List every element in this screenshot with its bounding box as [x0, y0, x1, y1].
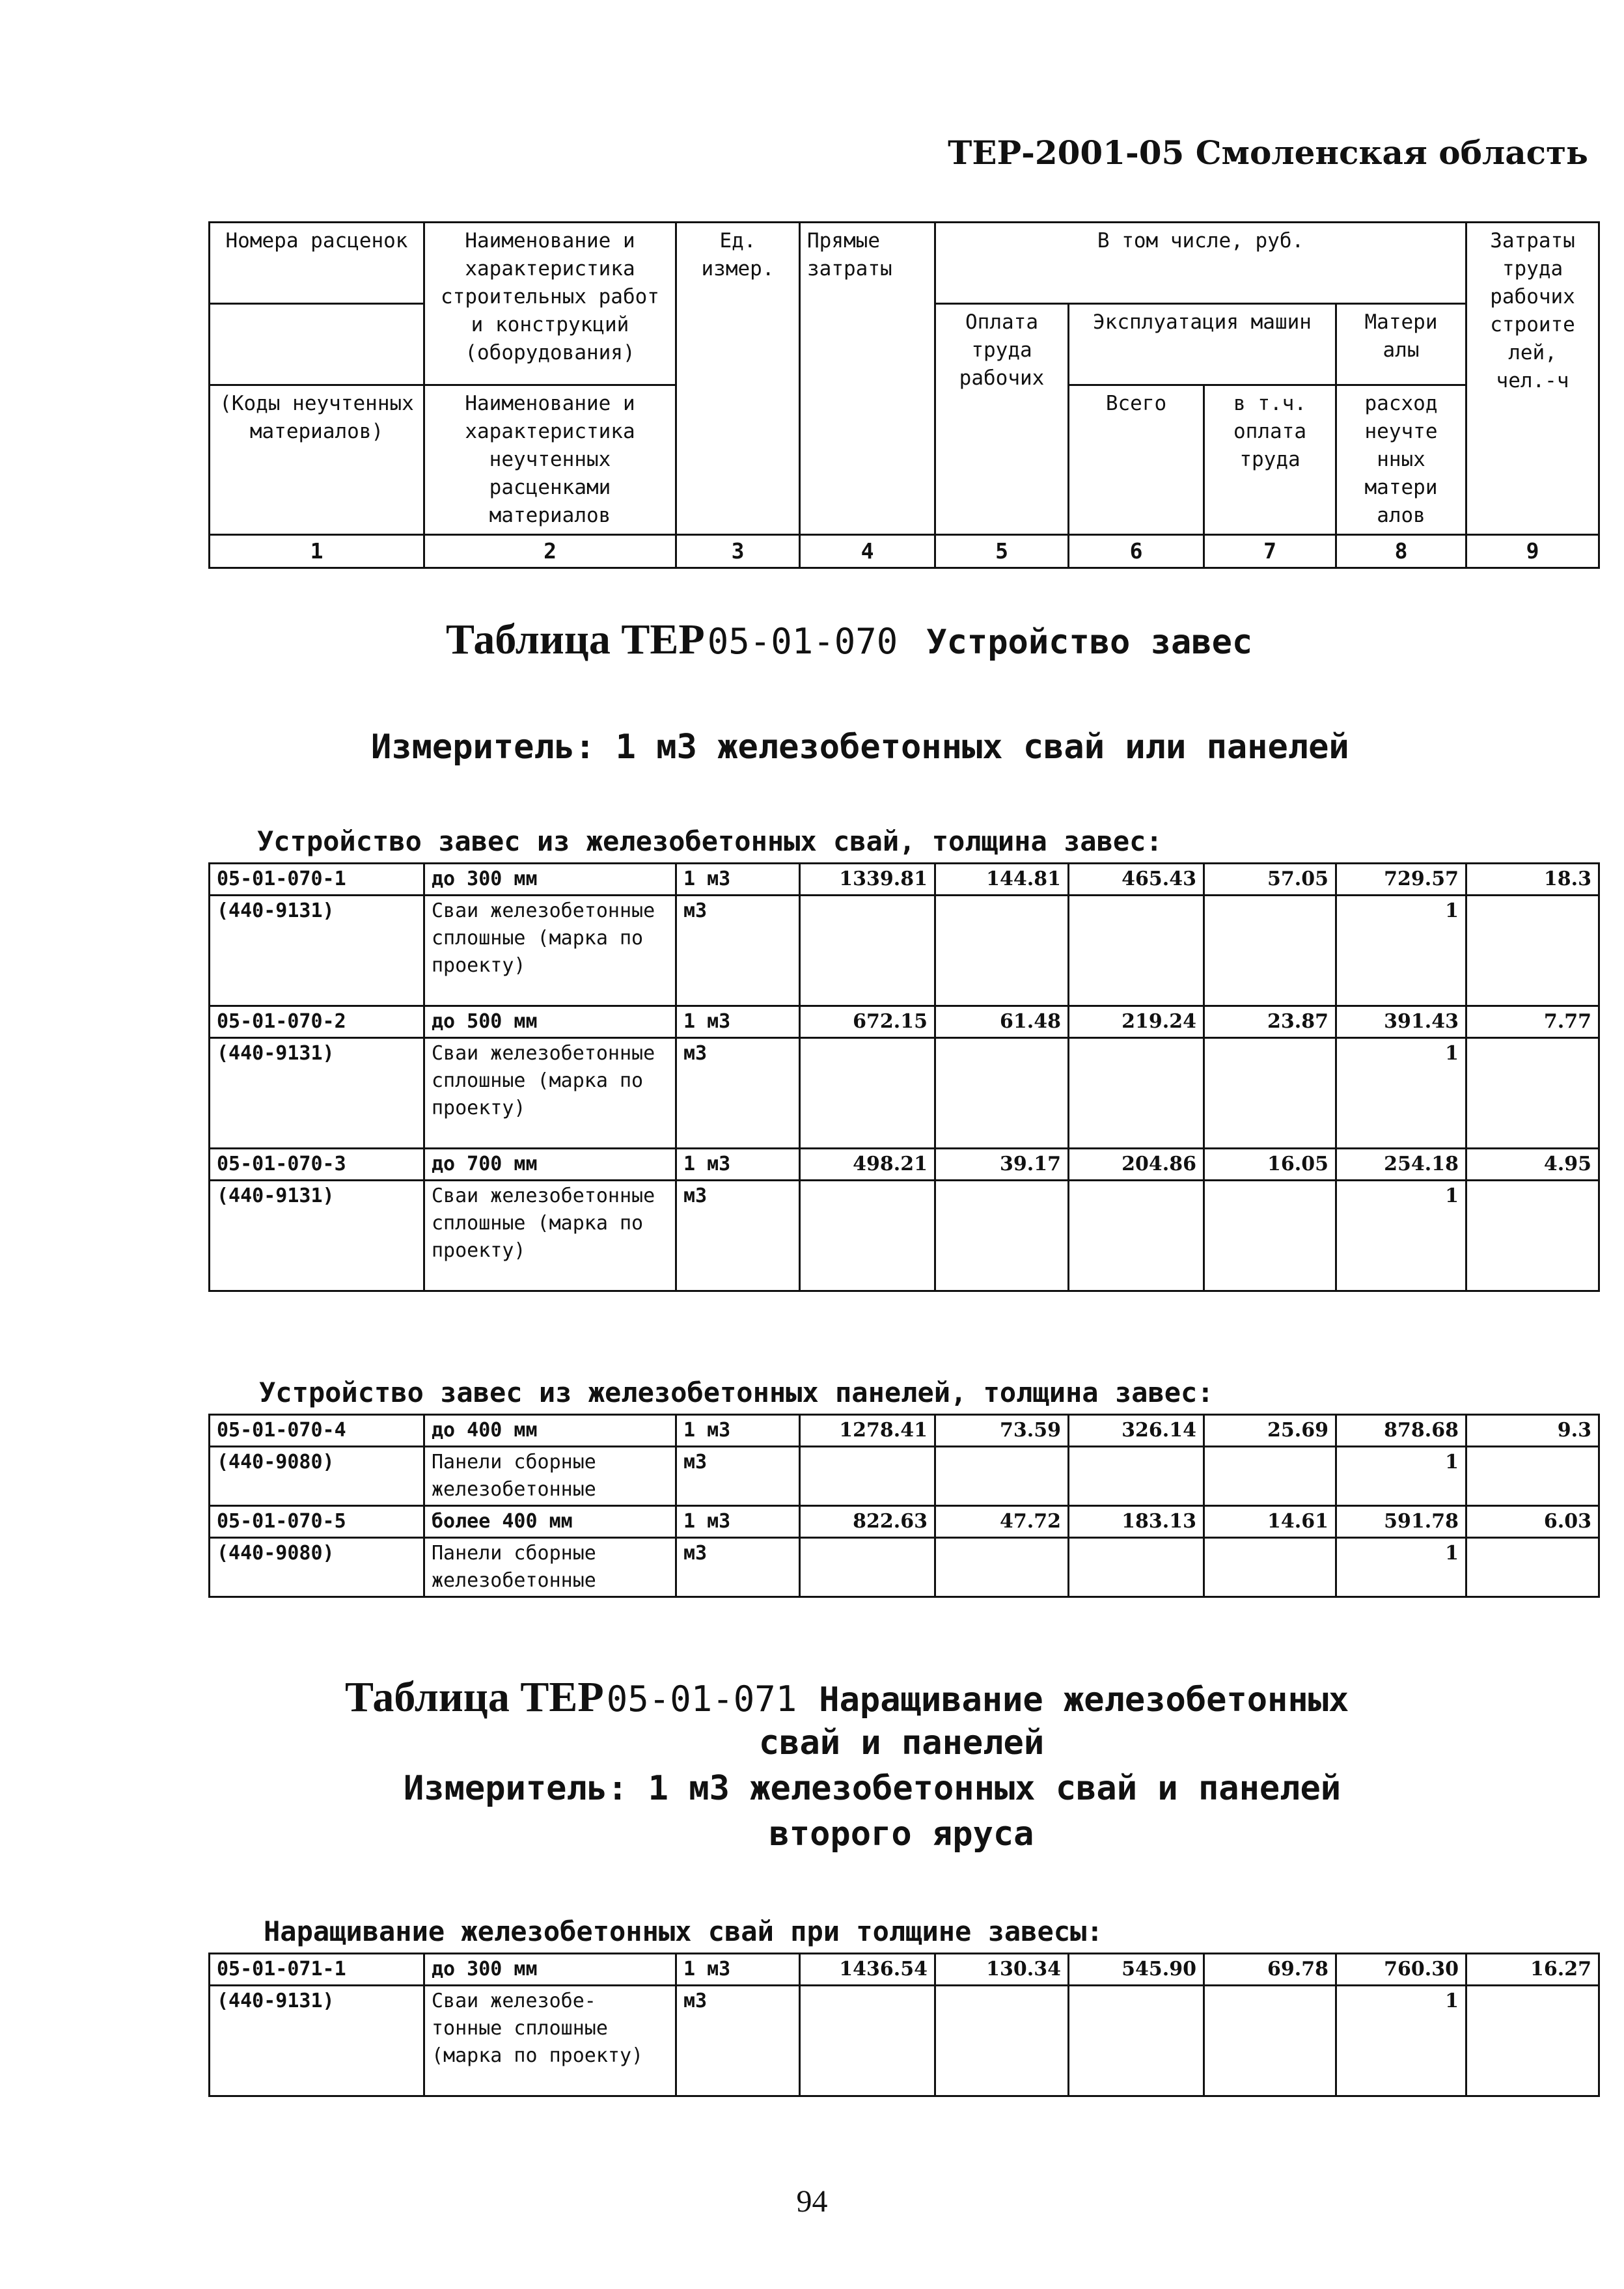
machine-labor: 16.05: [1204, 1149, 1336, 1181]
col-number: 4: [800, 535, 935, 568]
rate-unit: 1 м3: [676, 1006, 800, 1038]
rate-code: 05-01-070-4: [210, 1415, 424, 1447]
labor-hours: 7.77: [1466, 1006, 1599, 1038]
labor-hours: 6.03: [1466, 1506, 1599, 1538]
table1-meter: Измеритель: 1 м3 железобетонных свай или панелей: [371, 728, 1349, 767]
col1-header: Номера расценок: [210, 223, 424, 304]
rate-code: 05-01-070-1: [210, 864, 424, 896]
material-qty: 1: [1336, 1038, 1466, 1149]
material-code: (440-9131): [210, 1181, 424, 1291]
rate-name: до 400 мм: [424, 1415, 676, 1447]
direct-cost: 1278.41: [800, 1415, 935, 1447]
material-unit: м3: [676, 896, 800, 1006]
direct-cost: 672.15: [800, 1006, 935, 1038]
col3-header: Ед. измер.: [676, 223, 800, 535]
col1-subheader: (Коды неучтенных материалов): [210, 385, 424, 535]
col-number: 2: [424, 535, 676, 568]
materials: 729.57: [1336, 864, 1466, 896]
materials: 591.78: [1336, 1506, 1466, 1538]
labor-pay: 130.34: [935, 1954, 1069, 1986]
table-row: [210, 1506, 1599, 1538]
table1-title-code: 05-01-070: [707, 621, 898, 662]
col8-header: Матери алы: [1336, 304, 1466, 385]
labor-hours: 18.3: [1466, 864, 1599, 896]
rate-unit: 1 м3: [676, 1415, 800, 1447]
table1-title-prefix: Таблица ТЕР: [446, 616, 705, 663]
materials: 391.43: [1336, 1006, 1466, 1038]
col1-spacer: [210, 304, 424, 385]
col8-subheader: расход неучте нных матери алов: [1336, 385, 1466, 535]
machine-total: 465.43: [1069, 864, 1204, 896]
rate-code: 05-01-070-3: [210, 1149, 424, 1181]
machine-total: 219.24: [1069, 1006, 1204, 1038]
col9-header: Затраты труда рабочих строите лей, чел.-ч: [1466, 223, 1599, 535]
col-number: 5: [935, 535, 1069, 568]
material-name: Сваи железобетонные сплошные (марка по проекту): [424, 1038, 676, 1149]
material-row: [210, 1038, 1599, 1149]
labor-hours: 4.95: [1466, 1149, 1599, 1181]
rate-unit: 1 м3: [676, 1149, 800, 1181]
table-row: [210, 1149, 1599, 1181]
machine-total: 545.90: [1069, 1954, 1204, 1986]
col2-header: Наименование и характеристика строительных работ и конструкций (оборудования): [424, 223, 676, 385]
table-row: [210, 1415, 1599, 1447]
col-number: 6: [1069, 535, 1204, 568]
rate-unit: 1 м3: [676, 864, 800, 896]
col7-header: в т.ч. оплата труда: [1204, 385, 1336, 535]
material-qty: 1: [1336, 1447, 1466, 1506]
table1-title: [446, 615, 1252, 665]
direct-cost: 822.63: [800, 1506, 935, 1538]
material-code: (440-9080): [210, 1447, 424, 1506]
labor-pay: 61.48: [935, 1006, 1069, 1038]
material-row: [210, 896, 1599, 1006]
section2-heading: Устройство завес из железобетонных панелей, толщина завес:: [259, 1377, 1214, 1408]
section1-heading: Устройство завес из железобетонных свай, толщина завес:: [257, 825, 1163, 857]
material-qty: 1: [1336, 1181, 1466, 1291]
col4-header: Прямые затраты: [800, 223, 935, 535]
rate-code: 05-01-070-2: [210, 1006, 424, 1038]
table1-section2: [208, 1414, 1600, 1598]
table2-title-name: Наращивание железобетонных: [819, 1680, 1349, 1720]
material-name: Сваи железобетонные сплошные (марка по проекту): [424, 896, 676, 1006]
col-number: 3: [676, 535, 800, 568]
col-group-header: В том числе, руб.: [935, 223, 1466, 304]
labor-pay: 73.59: [935, 1415, 1069, 1447]
materials: 254.18: [1336, 1149, 1466, 1181]
rate-name: до 500 мм: [424, 1006, 676, 1038]
material-qty: 1: [1336, 1986, 1466, 2096]
table2-title-prefix: Таблица ТЕР: [345, 1673, 604, 1721]
col-exp-header: Эксплуатация машин: [1069, 304, 1336, 385]
table2-title: [345, 1673, 1349, 1722]
material-row: [210, 1447, 1599, 1506]
machine-total: 326.14: [1069, 1415, 1204, 1447]
machine-labor: 25.69: [1204, 1415, 1336, 1447]
table-row: [210, 1006, 1599, 1038]
labor-pay: 39.17: [935, 1149, 1069, 1181]
page-number: 94: [796, 2184, 828, 2219]
table1-title-name: Устройство завес: [926, 623, 1253, 662]
rate-name: до 300 мм: [424, 1954, 676, 1986]
col5-header: Оплата труда рабочих: [935, 304, 1069, 535]
labor-hours: 9.3: [1466, 1415, 1599, 1447]
material-row: [210, 1181, 1599, 1291]
direct-cost: 1436.54: [800, 1954, 935, 1986]
material-code: (440-9131): [210, 1038, 424, 1149]
material-unit: м3: [676, 1038, 800, 1149]
direct-cost: 498.21: [800, 1149, 935, 1181]
table1-section1: [208, 862, 1600, 1292]
machine-labor: 69.78: [1204, 1954, 1336, 1986]
col6-header: Всего: [1069, 385, 1204, 535]
document-header-title: ТЕР-2001-05 Смоленская область: [948, 133, 1588, 172]
col-number: 1: [210, 535, 424, 568]
table2-title-line2: свай и панелей: [758, 1723, 1045, 1762]
material-code: (440-9131): [210, 1986, 424, 2096]
rate-code: 05-01-071-1: [210, 1954, 424, 1986]
machine-total: 204.86: [1069, 1149, 1204, 1181]
material-name: Сваи железобе- тонные сплошные (марка по проекту): [424, 1986, 676, 2096]
material-row: [210, 1538, 1599, 1597]
materials: 760.30: [1336, 1954, 1466, 1986]
rate-code: 05-01-070-5: [210, 1506, 424, 1538]
material-unit: м3: [676, 1538, 800, 1597]
material-unit: м3: [676, 1986, 800, 2096]
rate-unit: 1 м3: [676, 1506, 800, 1538]
col2-subheader: Наименование и характеристика неучтенных расценками материалов: [424, 385, 676, 535]
material-name: Сваи железобетонные сплошные (марка по проекту): [424, 1181, 676, 1291]
rate-name: более 400 мм: [424, 1506, 676, 1538]
table2-data: [208, 1953, 1600, 2097]
table2-section-heading: Наращивание железобетонных свай при толщине завесы:: [264, 1915, 1103, 1947]
rate-name: до 300 мм: [424, 864, 676, 896]
machine-total: 183.13: [1069, 1506, 1204, 1538]
material-unit: м3: [676, 1181, 800, 1291]
table2-meter-line2: второго яруса: [769, 1815, 1034, 1854]
material-qty: 1: [1336, 1538, 1466, 1597]
table2-meter: Измеритель: 1 м3 железобетонных свай и панелей: [404, 1769, 1342, 1808]
material-qty: 1: [1336, 896, 1466, 1006]
machine-labor: 23.87: [1204, 1006, 1336, 1038]
machine-labor: 57.05: [1204, 864, 1336, 896]
table-row: [210, 1954, 1599, 1986]
material-code: (440-9131): [210, 896, 424, 1006]
column-header-table: [208, 221, 1600, 569]
table-row: [210, 864, 1599, 896]
col-number: 7: [1204, 535, 1336, 568]
material-name: Панели сборные железобетонные: [424, 1538, 676, 1597]
rate-unit: 1 м3: [676, 1954, 800, 1986]
material-code: (440-9080): [210, 1538, 424, 1597]
col-number: 9: [1466, 535, 1599, 568]
rate-name: до 700 мм: [424, 1149, 676, 1181]
table2-title-code: 05-01-071: [606, 1679, 797, 1720]
material-row: [210, 1986, 1599, 2096]
materials: 878.68: [1336, 1415, 1466, 1447]
direct-cost: 1339.81: [800, 864, 935, 896]
labor-hours: 16.27: [1466, 1954, 1599, 1986]
labor-pay: 47.72: [935, 1506, 1069, 1538]
col-number: 8: [1336, 535, 1466, 568]
labor-pay: 144.81: [935, 864, 1069, 896]
material-name: Панели сборные железобетонные: [424, 1447, 676, 1506]
material-unit: м3: [676, 1447, 800, 1506]
machine-labor: 14.61: [1204, 1506, 1336, 1538]
